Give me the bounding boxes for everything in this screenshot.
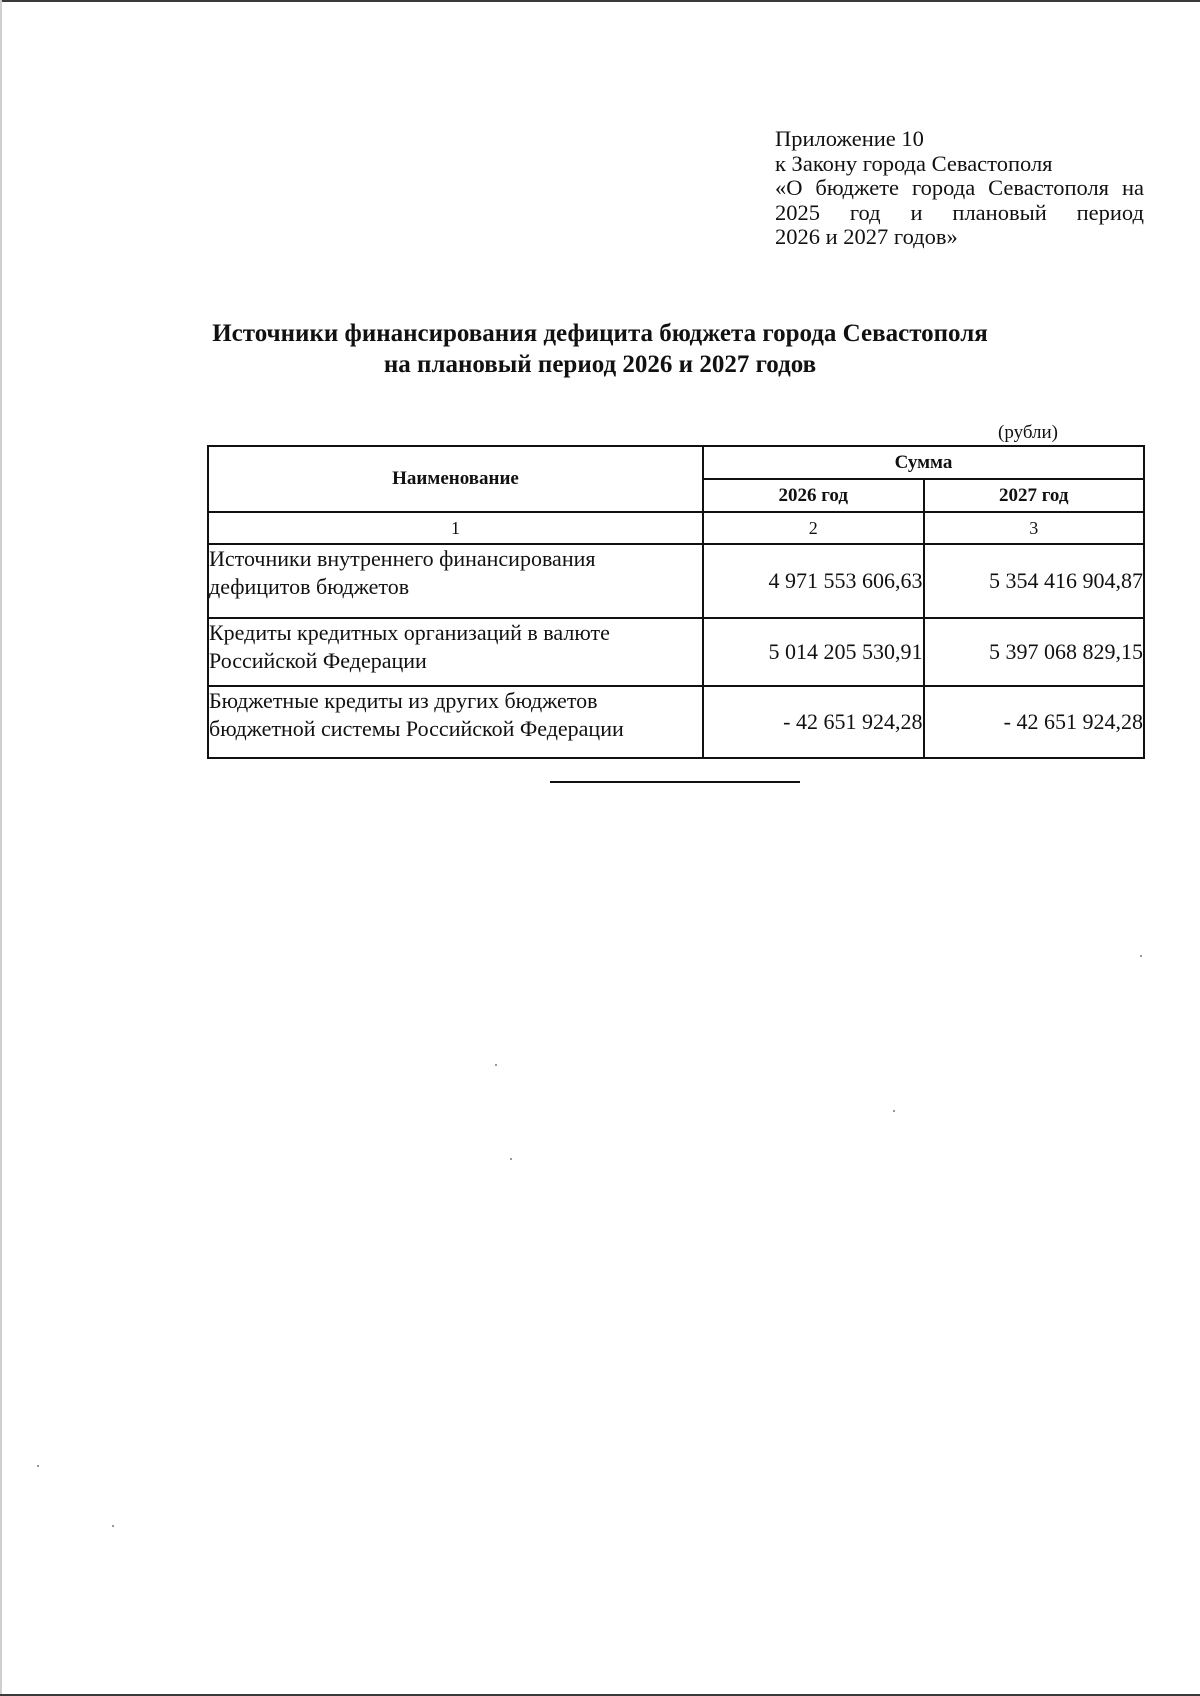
scan-border-top (0, 0, 1200, 2)
annex-reference (775, 127, 1144, 250)
document-title-line-1: Источники финансирования дефицита бюджета города Севастополя (212, 320, 988, 347)
closing-rule (550, 781, 800, 783)
row-value-2026: - 42 651 924,28 (703, 686, 924, 758)
scan-speck (37, 1465, 39, 1467)
scan-speck (893, 1110, 895, 1112)
row-name: Источники внутреннего финансирования дефицитов бюджетов (208, 544, 703, 618)
scan-speck (495, 1064, 497, 1066)
row-value-2027: - 42 651 924,28 (924, 686, 1145, 758)
scan-border-left (0, 0, 2, 1696)
header-sum: Сумма (703, 446, 1144, 479)
table-row (208, 618, 1144, 686)
financing-sources-table (207, 445, 1145, 759)
row-value-2026: 5 014 205 530,91 (703, 618, 924, 686)
column-number-row (208, 512, 1144, 544)
column-number: 1 (208, 512, 703, 544)
table-row (208, 544, 1144, 618)
annex-law-period: 2026 и 2027 годов» (775, 224, 958, 249)
annex-law-reference: к Закону города Севастополя (775, 150, 1053, 176)
currency-unit-note: (рубли) (998, 422, 1058, 443)
document-title-line-2: на плановый период 2026 и 2027 годов (383, 351, 817, 378)
column-number: 2 (703, 512, 924, 544)
scan-speck (1140, 955, 1142, 957)
row-name: Кредиты кредитных организаций в валюте Российской Федерации (208, 618, 703, 686)
table-header-row (208, 446, 1144, 479)
header-name: Наименование (208, 446, 703, 512)
row-name: Бюджетные кредиты из других бюджетов бюджетной системы Российской Федерации (208, 686, 703, 758)
column-number: 3 (924, 512, 1145, 544)
row-value-2026: 4 971 553 606,63 (703, 544, 924, 618)
document-title (150, 318, 1050, 380)
annex-number: Приложение 10 (775, 126, 924, 151)
scan-speck (510, 1158, 512, 1160)
header-year-2026: 2026 год (703, 479, 924, 512)
row-value-2027: 5 397 068 829,15 (924, 618, 1145, 686)
header-year-2027: 2027 год (924, 479, 1145, 512)
row-value-2027: 5 354 416 904,87 (924, 544, 1145, 618)
scan-speck (112, 1525, 114, 1527)
annex-law-title: «О бюджете города Севастополя на 2025 год и плановый период (775, 175, 1144, 225)
table-row (208, 686, 1144, 758)
